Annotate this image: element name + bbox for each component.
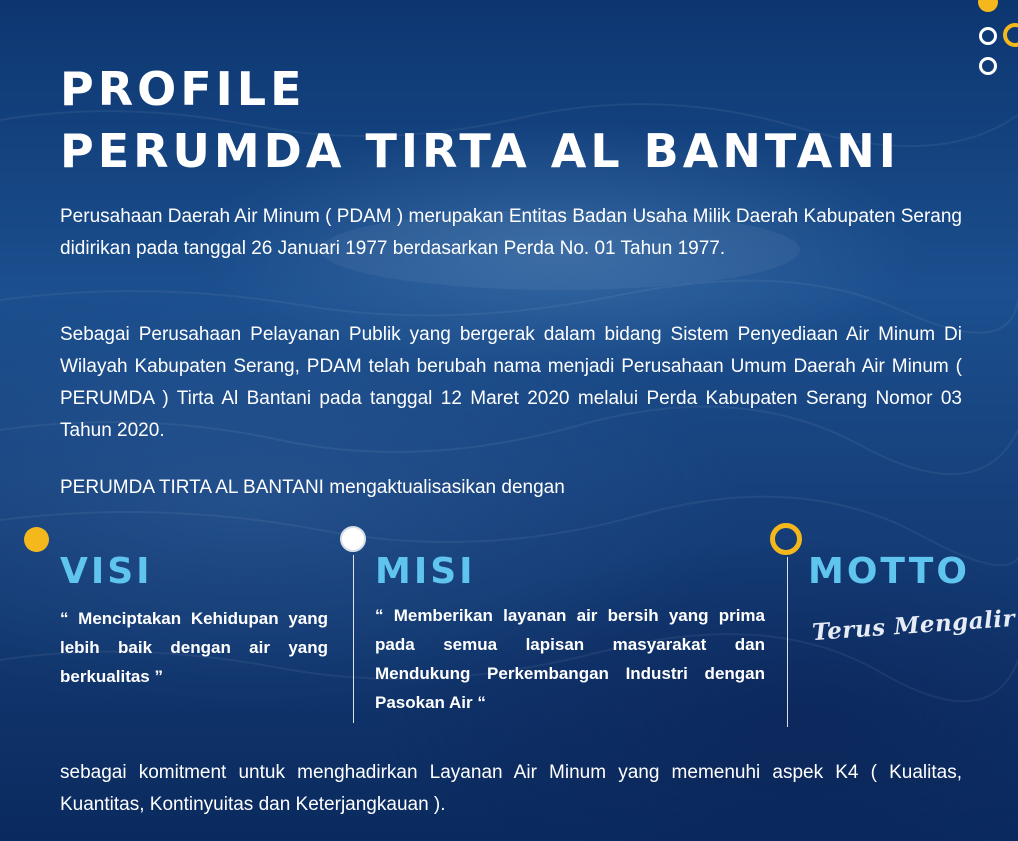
visi-text: “ Menciptakan Kehidupan yang lebih baik dengan air yang berkualitas ” [60, 609, 328, 686]
intro-paragraph-1: Perusahaan Daerah Air Minum ( PDAM ) merupakan Entitas Badan Usaha Milik Daerah Kabupaten Serang didirikan pada tanggal 26 Januari 1977 berdasarkan Perda No. 01 Tahun 1977. [60, 206, 962, 259]
misi-dot-icon [340, 526, 366, 552]
motto-divider [787, 557, 788, 727]
motto-ring-icon [770, 523, 802, 555]
intro-paragraph-2: Sebagai Perusahaan Pelayanan Publik yang bergerak dalam bidang Sistem Penyediaan Air Minum Di Wilayah Kabupaten Serang, PDAM telah berubah nama menjadi Perusahaan Umum Daerah Air Minum ( PERUMDA ) Tirta Al Bantani pada tanggal 12 Maret 2020 melalui Perda Kabupaten Serang Nomor 03 Tahun 2020. [60, 324, 962, 441]
misi-text: “ Memberikan layanan air bersih yang prima pada semua lapisan masyarakat dan Mendukung Perkembangan Industri dengan Pasokan Air “ [375, 606, 765, 712]
corner-ring-icon [979, 27, 997, 45]
visi-dot-icon [24, 527, 49, 552]
closing-paragraph: sebagai komitment untuk menghadirkan Layanan Air Minum yang memenuhi aspek K4 ( Kualitas, Kuantitas, Kontinyuitas dan Keterjangkauan ). [60, 762, 962, 815]
motto-heading: MOTTO [808, 551, 970, 592]
misi-divider [353, 555, 354, 723]
page-title [60, 58, 900, 182]
visi-heading: VISI [60, 551, 153, 592]
title-line-2: PERUMDA TIRTA AL BANTANI [60, 124, 900, 178]
intro-paragraph-3: PERUMDA TIRTA AL BANTANI mengaktualisasikan dengan [60, 477, 565, 498]
motto-text: Terus Mengalir [811, 604, 1017, 647]
misi-heading: MISI [375, 551, 476, 592]
corner-ring-icon [979, 57, 997, 75]
title-line-1: PROFILE [60, 62, 306, 116]
